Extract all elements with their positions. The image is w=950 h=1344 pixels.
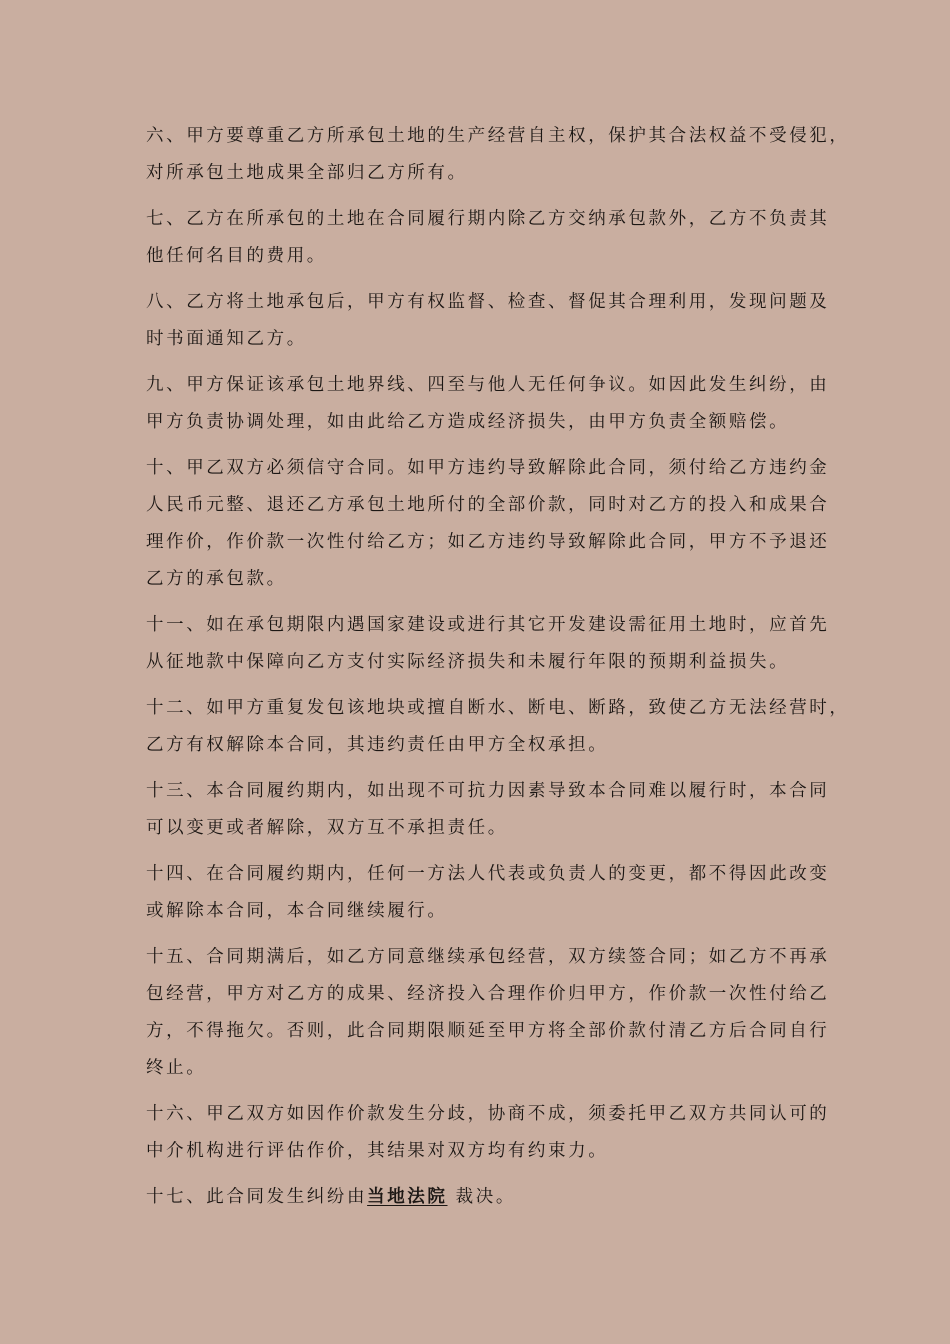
clause-line: 时书面通知乙方。: [146, 329, 307, 349]
clause-line: 八、乙方将土地承包后，甲方有权监督、检查、督促其合理利用，发现问题及: [146, 292, 830, 312]
clause-17-suffix: 裁决。: [447, 1187, 516, 1207]
clause-line: 十三、本合同履约期内，如出现不可抗力因素导致本合同难以履行时，本合同: [146, 781, 830, 801]
clause-line: 他任何名目的费用。: [146, 246, 327, 266]
clause-line: 乙方的承包款。: [146, 569, 287, 589]
clause-line: 从征地款中保障向乙方支付实际经济损失和未履行年限的预期利益损失。: [146, 652, 790, 672]
contract-clause: [146, 939, 830, 1087]
clause-list: [146, 118, 850, 1170]
clause-line: 乙方有权解除本合同，其违约责任由甲方全权承担。: [146, 735, 609, 755]
clause-line: 十六、甲乙双方如因作价款发生分歧，协商不成，须委托甲乙双方共同认可的: [146, 1104, 830, 1124]
clause-line: 十四、在合同履约期内，任何一方法人代表或负责人的变更，都不得因此改变: [146, 864, 830, 884]
contract-clause: [146, 773, 830, 847]
clause-line: 方，不得拖欠。否则，此合同期限顺延至甲方将全部价款付清乙方后合同自行: [146, 1021, 830, 1041]
clause-line: 十五、合同期满后，如乙方同意继续承包经营，双方续签合同；如乙方不再承: [146, 947, 830, 967]
clause-line: 终止。: [146, 1058, 207, 1078]
clause-17-line: [146, 1179, 804, 1216]
clause-line: 甲方负责协调处理，如由此给乙方造成经济损失，由甲方负责全额赔偿。: [146, 412, 790, 432]
contract-clause: [146, 856, 830, 930]
clause-line: 可以变更或者解除，双方互不承担责任。: [146, 818, 508, 838]
clause-line: 包经营，甲方对乙方的成果、经济投入合理作价归甲方，作价款一次性付给乙: [146, 984, 830, 1004]
clause-line: 十、甲乙双方必须信守合同。如甲方违约导致解除此合同，须付给乙方违约金: [146, 458, 830, 478]
clause-line: 人民币元整、退还乙方承包土地所付的全部价款，同时对乙方的投入和成果合: [146, 495, 830, 515]
clause-17-prefix: 十七、此合同发生纠纷由: [146, 1187, 368, 1207]
clause-line: 理作价，作价款一次性付给乙方；如乙方违约导致解除此合同，甲方不予退还: [146, 532, 830, 552]
clause-line: 十二、如甲方重复发包该地块或擅自断水、断电、断路，致使乙方无法经营时，: [146, 698, 850, 718]
clause-17: [146, 1179, 804, 1216]
clause-line: 中介机构进行评估作价，其结果对双方均有约束力。: [146, 1141, 609, 1161]
clause-line: 六、甲方要尊重乙方所承包土地的生产经营自主权，保护其合法权益不受侵犯，: [146, 126, 850, 146]
contract-clause: [146, 284, 830, 358]
clause-line: 九、甲方保证该承包土地界线、四至与他人无任何争议。如因此发生纠纷，由: [146, 375, 830, 395]
clause-line: 对所承包土地成果全部归乙方所有。: [146, 163, 468, 183]
contract-clause: [146, 450, 830, 598]
contract-clause: [146, 690, 850, 764]
clause-line: 七、乙方在所承包的土地在合同履行期内除乙方交纳承包款外，乙方不负责其: [146, 209, 830, 229]
contract-clause: [146, 367, 830, 441]
court-name: 当地法院: [367, 1187, 448, 1207]
contract-clause: [146, 1096, 830, 1170]
clause-line: 或解除本合同，本合同继续履行。: [146, 901, 448, 921]
contract-clause: [146, 607, 830, 681]
contract-clause: [146, 201, 830, 275]
clause-line: 十一、如在承包期限内遇国家建设或进行其它开发建设需征用土地时，应首先: [146, 615, 830, 635]
contract-clause: [146, 118, 850, 192]
